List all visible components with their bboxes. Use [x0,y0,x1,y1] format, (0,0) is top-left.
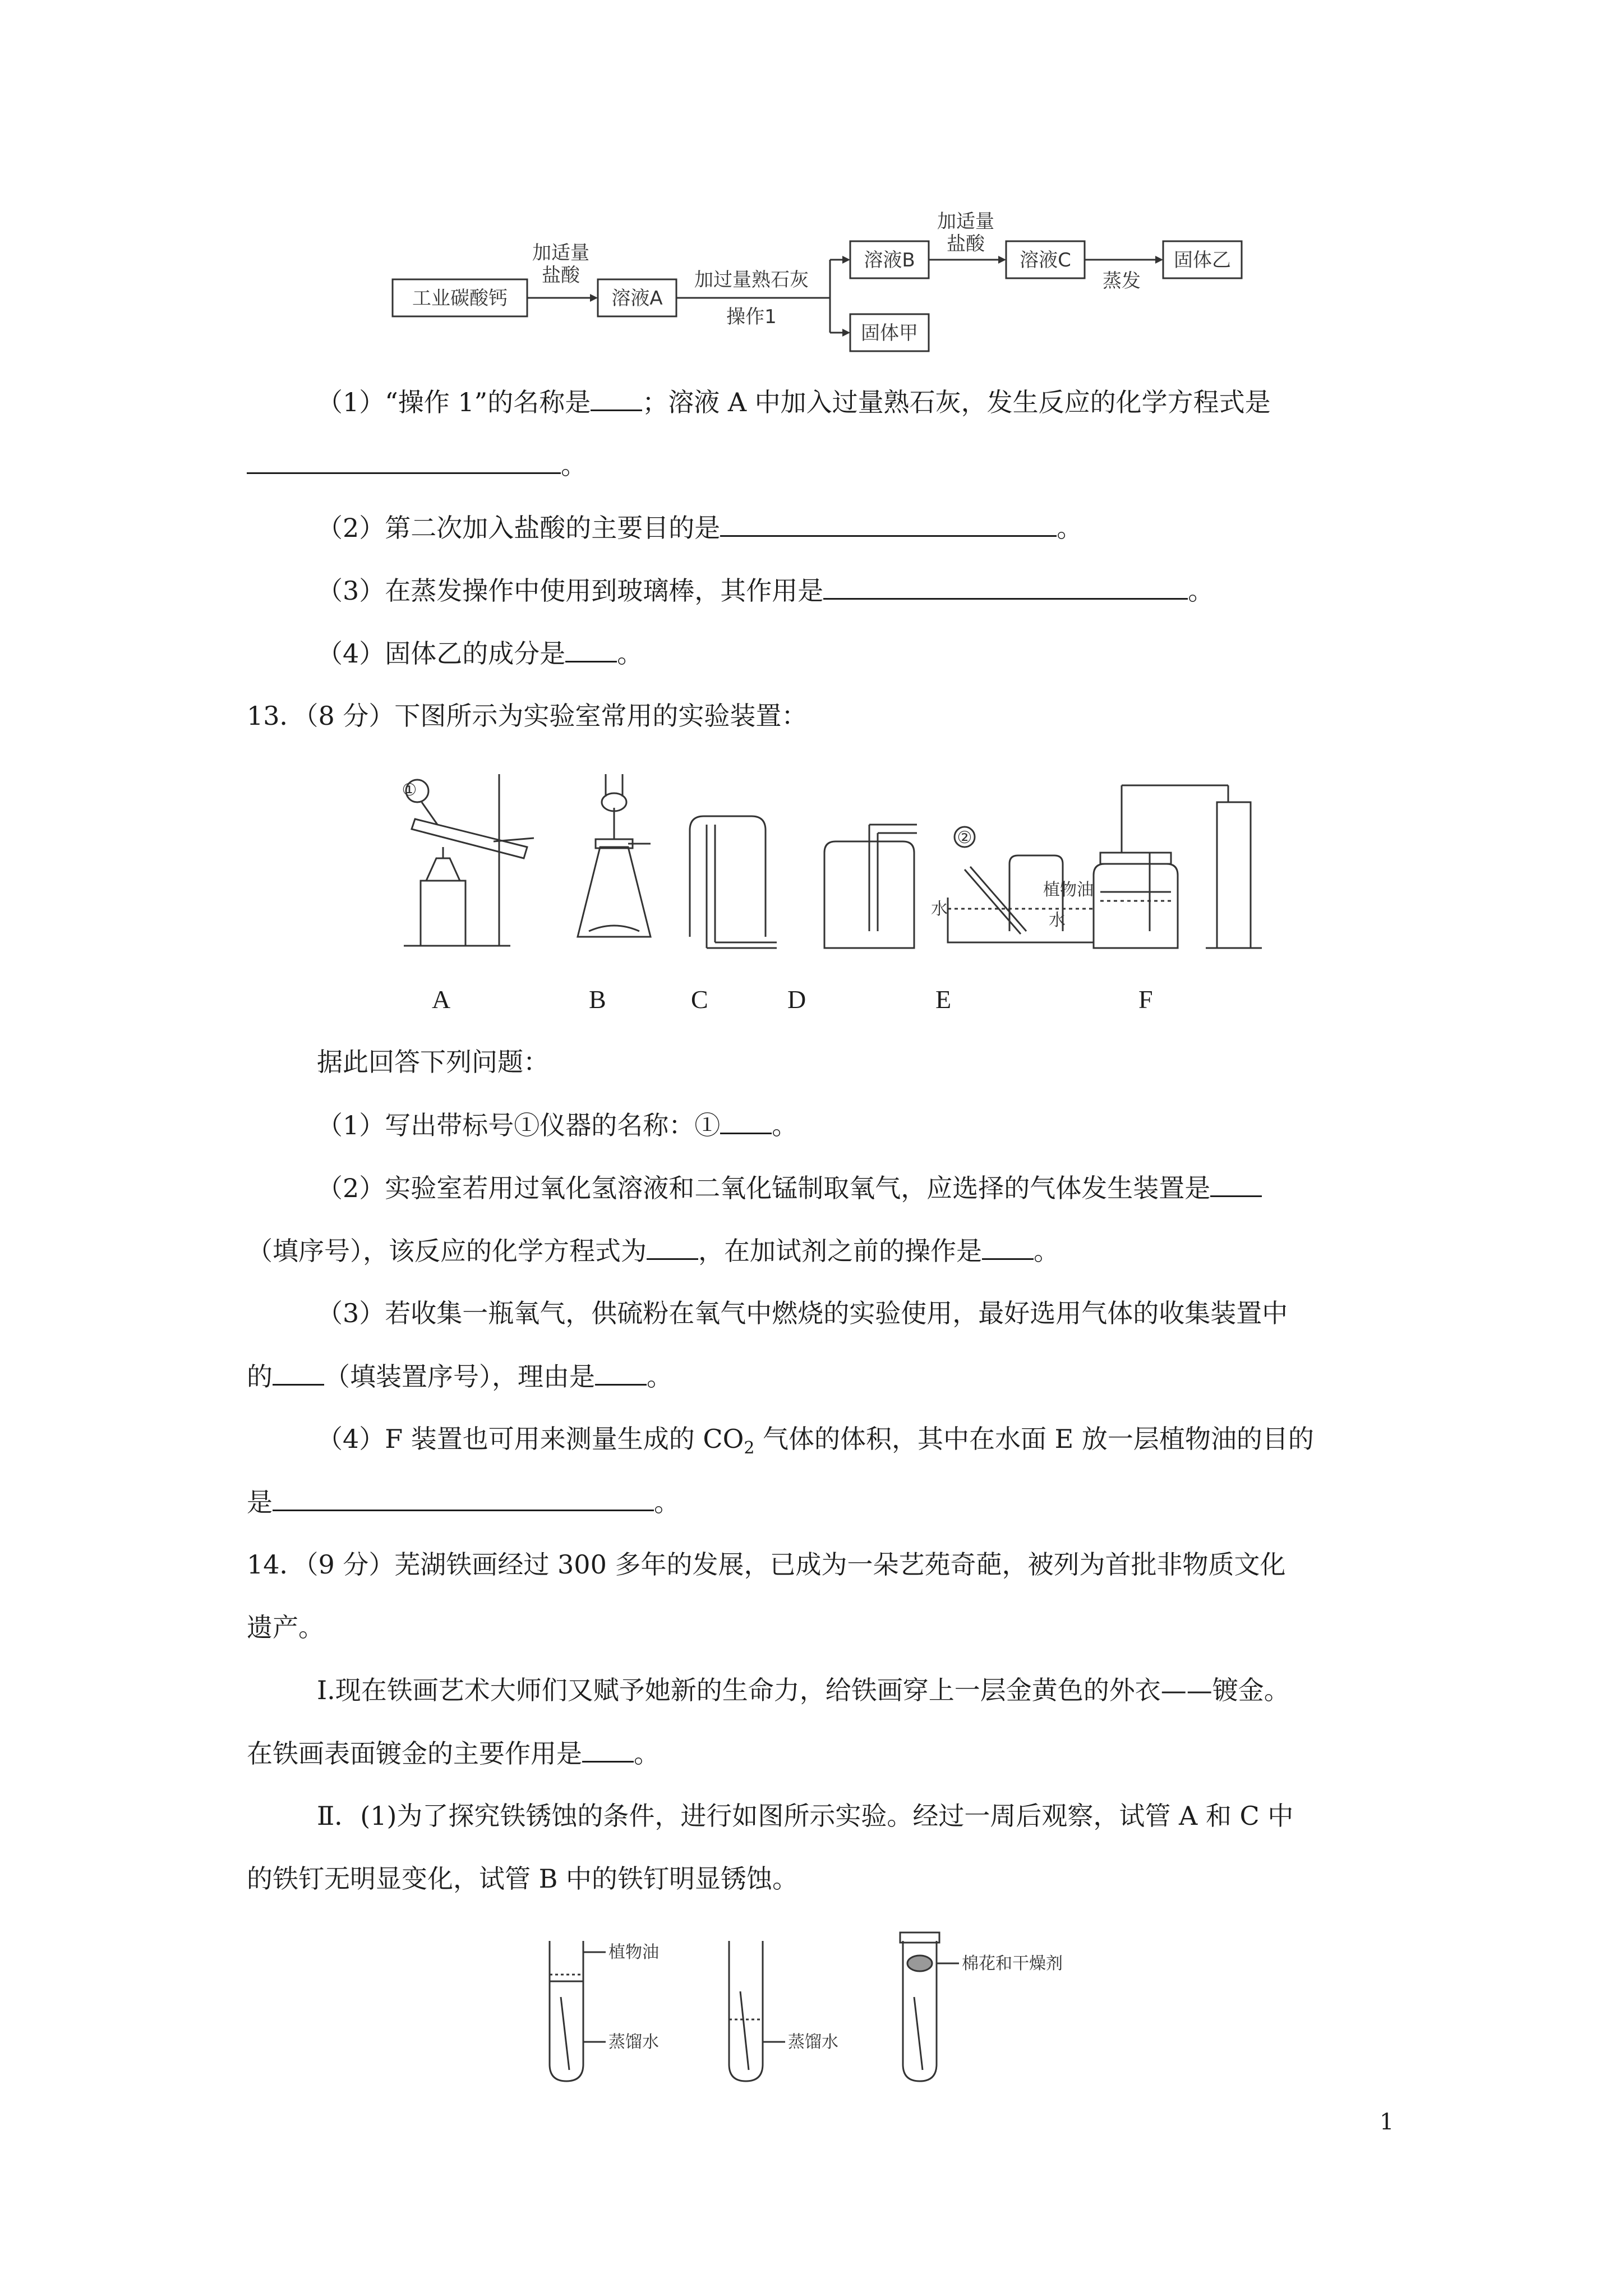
q12-item4-text-b: 。 [617,638,643,669]
flow-solution-a: 溶液A [611,287,663,310]
q12-item1-text-b: ；溶液 A 中加入过量熟石灰，发生反应的化学方程式是 [642,387,1271,417]
tube-label-oil: 植物油 [608,1943,659,1962]
q12-item2 [317,510,1082,545]
flow-arrow2-bottom: 操作1 [726,306,777,328]
q14-part2-line1: Ⅱ．(1)为了探究铁锈蚀的条件，进行如图所示实验。经过一周后观察，试管 A 和 C 中 [317,1801,1294,1831]
q14-part2-line2: 的铁钉无明显变化，试管 B 中的铁钉明显锈蚀。 [247,1864,799,1894]
label-b: B [589,985,606,1014]
apparatus-d [824,825,917,948]
answer-blank[interactable] [647,1234,698,1260]
answer-blank[interactable] [247,448,561,474]
q12-item1-line1 [317,385,1271,419]
flow-arrow1-top1: 加适量 [532,242,589,264]
answer-blank[interactable] [595,1359,647,1386]
apparatus-c [690,816,777,948]
answer-blank[interactable] [591,385,642,411]
q12-item3 [317,573,1214,608]
e-water-label: 水 [931,899,948,919]
label-e: E [935,985,952,1014]
q14-part1-line2: 在铁画表面镀金的主要作用是 。 [247,1736,660,1770]
q12-item2-text-a: （2）第二次加入盐酸的主要目的是 [317,513,721,543]
q12-item2-text-b: 。 [1057,513,1083,543]
answer-blank[interactable] [273,1359,324,1386]
answer-blank[interactable] [273,1485,654,1511]
q12-item4-text-a: （4）固体乙的成分是 [317,638,566,669]
flow-arrow4-label: 蒸发 [1103,270,1141,292]
q12-item1-text-c: 。 [561,450,587,480]
tube-label-cotton: 棉花和干燥剂 [962,1954,1063,1973]
flow-solution-b: 溶液B [864,249,915,272]
tube-label-water-b: 蒸馏水 [788,2032,838,2052]
answer-blank[interactable] [982,1234,1034,1260]
lab-apparatus-figure [393,763,1290,976]
q14-title-line1: 14．（9 分）芜湖铁画经过 300 多年的发展，已成为一朵艺苑奇葩，被列为首批非物质文化 [247,1549,1286,1580]
flow-solution-c: 溶液C [1020,249,1071,272]
page-number: 1 [1380,2109,1394,2135]
q13-item3-line2: 的 （填装置序号），理由是 。 [247,1359,672,1393]
apparatus-f [1094,785,1262,948]
f-water-label: 水 [1049,910,1066,930]
flow-arrow1-top2: 盐酸 [542,264,580,287]
answer-blank[interactable] [720,1108,772,1134]
label-f: F [1138,985,1153,1014]
q13-item1: （1）写出带标号①仪器的名称：① 。 [317,1108,797,1142]
q14-title-line2: 遗产。 [247,1612,324,1642]
flow-solid-a: 固体甲 [861,322,918,344]
apparatus-a [404,774,534,946]
answer-blank[interactable] [720,510,1057,537]
label-d: D [787,985,806,1014]
flow-arrow2-top: 加过量熟石灰 [694,269,809,291]
answer-blank[interactable] [565,636,617,662]
label-c: C [691,985,708,1014]
marker-1: ① [402,780,417,800]
label-a: A [432,985,451,1014]
marker-2: ② [957,828,972,848]
apparatus-b [578,774,651,937]
answer-blank[interactable] [1210,1171,1262,1197]
q12-item1-text-a: （1）“操作 1”的名称是 [317,387,591,417]
q12-item1-line2 [247,448,587,482]
test-tubes-figure [538,1930,1155,2098]
q13-item4-line1: （4）F 装置也可用来测量生成的 $CO_2$ 气体的体积，其中在水面 E 放一层植物油的目的 [317,1424,1314,1458]
q13-item2-line1: （2）实验室若用过氧化氢溶液和二氧化锰制取氧气，应选择的气体发生装置是 [317,1171,1262,1205]
q13-intro: 据此回答下列问题： [317,1047,549,1077]
q13-item2-line2: （填序号），该反应的化学方程式为 ，在加试剂之前的操作是 。 [247,1234,1059,1268]
f-oil-label: 植物油 [1043,880,1094,900]
flow-arrow3-top1: 加适量 [937,210,994,233]
flowchart [387,208,1262,353]
q13-item3-line1: （3）若收集一瓶氧气，供硫粉在氧气中燃烧的实验使用，最好选用气体的收集装置中 [317,1298,1288,1328]
q12-item4 [317,636,643,670]
tube-label-water-a: 蒸馏水 [608,2032,659,2052]
q12-item3-text-b: 。 [1188,576,1214,606]
flow-start: 工业碳酸钙 [412,287,508,310]
q13-item4-line2: 是 。 [247,1485,680,1519]
q12-item3-text-a: （3）在蒸发操作中使用到玻璃棒，其作用是 [317,576,824,606]
answer-blank[interactable] [823,573,1188,600]
q14-part1-line1: Ⅰ.现在铁画艺术大师们又赋予她新的生命力，给铁画穿上一层金黄色的外衣——镀金。 [317,1675,1290,1705]
flow-arrow3-top2: 盐酸 [947,233,985,255]
flow-solid-b: 固体乙 [1174,249,1231,272]
q13-title: 13．（8 分）下图所示为实验室常用的实验装置： [247,701,808,731]
answer-blank[interactable] [582,1736,634,1763]
